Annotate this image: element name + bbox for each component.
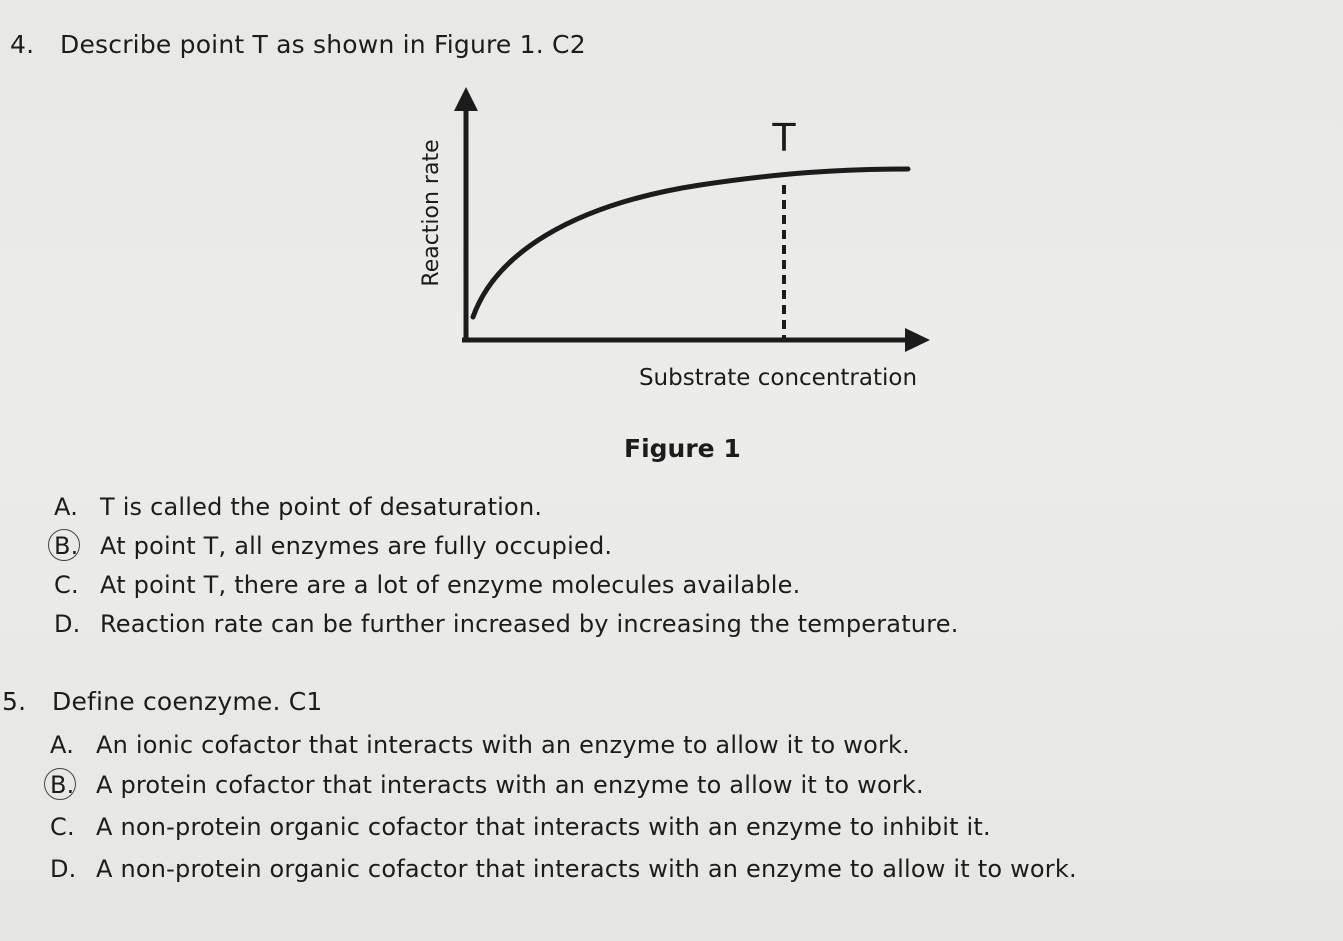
circled-answer-mark: B. (54, 532, 79, 560)
option-text: At point T, all enzymes are fully occupied. (100, 532, 613, 560)
q4-option-b (54, 532, 612, 560)
q4-option-a (54, 493, 542, 521)
option-letter: D. (50, 855, 77, 883)
option-text: T is called the point of desaturation. (100, 493, 543, 521)
option-letter: A. (50, 731, 75, 759)
question-4 (10, 30, 586, 59)
question-text: Define coenzyme. C1 (52, 687, 323, 716)
rate-curve (473, 169, 908, 317)
circled-answer-mark: B. (50, 771, 75, 799)
option-letter: A. (54, 493, 79, 521)
saturation-graph (400, 85, 960, 405)
option-letter: D. (54, 610, 81, 638)
x-axis-arrow (905, 328, 930, 352)
q5-option-d (50, 855, 1077, 883)
option-letter: C. (54, 571, 79, 599)
figure-caption: Figure 1 (624, 434, 741, 463)
question-number: 5. (2, 687, 27, 716)
option-text: At point T, there are a lot of enzyme molecules available. (100, 571, 801, 599)
option-letter: C. (50, 813, 75, 841)
q5-option-b (50, 771, 924, 799)
point-t-label: T (772, 116, 796, 160)
q5-option-c (50, 813, 991, 841)
option-text: A non-protein organic cofactor that interacts with an enzyme to inhibit it. (96, 813, 991, 841)
question-5 (2, 687, 323, 716)
option-text: A protein cofactor that interacts with an enzyme to allow it to work. (96, 771, 924, 799)
x-axis-label: Substrate concentration (638, 365, 918, 391)
q5-option-a (50, 731, 910, 759)
q4-option-c (54, 571, 800, 599)
option-text: An ionic cofactor that interacts with an enzyme to allow it to work. (96, 731, 910, 759)
option-text: Reaction rate can be further increased by increasing the temperature. (100, 610, 959, 638)
question-text: Describe point T as shown in Figure 1. C2 (60, 30, 586, 59)
option-text: A non-protein organic cofactor that interacts with an enzyme to allow it to work. (96, 855, 1077, 883)
question-number: 4. (10, 30, 35, 59)
q4-option-d (54, 610, 959, 638)
y-axis-arrow (454, 87, 478, 111)
y-axis-label: Reaction rate (419, 139, 444, 287)
